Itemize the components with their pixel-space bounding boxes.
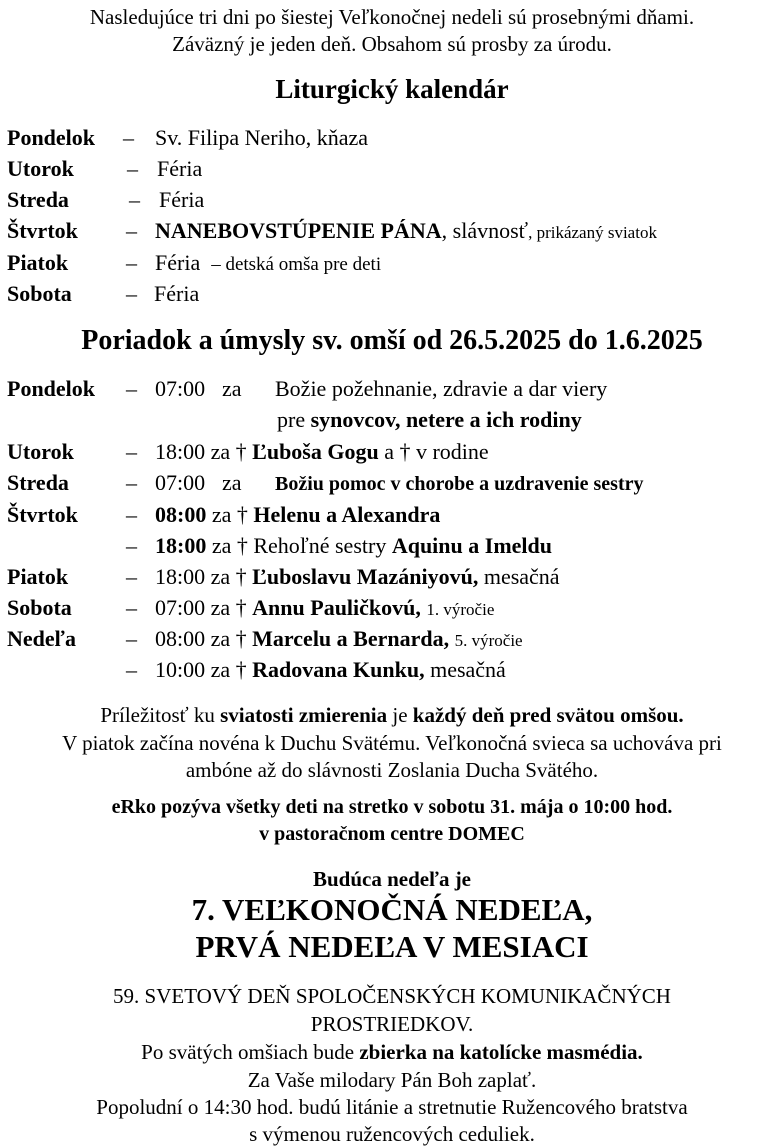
mass-za: za <box>222 470 242 495</box>
mass-intention: mesačná <box>430 657 506 682</box>
mass-dash: – <box>126 595 137 620</box>
rosary-notice: Popoludní o 14:30 hod. budú litánie a stretnutie Ružencového bratstva <box>96 1095 688 1119</box>
mass-day: Pondelok <box>7 376 96 401</box>
calendar-day: Piatok <box>7 250 69 275</box>
mass-za: za <box>211 502 232 527</box>
mass-dash: – <box>126 376 137 401</box>
mass-intention-bold: Aquinu a Imeldu <box>391 533 553 558</box>
mass-intention-bold: synovcov, netere a ich rodiny <box>310 407 582 432</box>
mass-cross: † <box>235 595 247 620</box>
mass-intention: Božie požehnanie, zdravie a dar viery <box>275 376 608 401</box>
mass-time: 08:00 <box>155 502 207 527</box>
mass-intention-bold: Ľuboslavu Mazániyovú, <box>252 564 479 589</box>
world-day-line-1: 59. SVETOVÝ DEŇ SPOLOČENSKÝCH KOMUNIKAČNÝCH <box>113 984 671 1008</box>
calendar-dash: – <box>127 156 138 181</box>
mass-day: Streda <box>7 470 69 495</box>
candle-notice: ambóne až do slávnosti Zoslania Ducha Svätého. <box>185 758 599 782</box>
mass-cross: † <box>236 502 248 527</box>
calendar-day: Utorok <box>7 156 74 181</box>
feast-name: NANEBOVSTÚPENIE PÁNA <box>155 218 442 243</box>
mass-za: za <box>222 376 242 401</box>
confession-text-2: je <box>387 703 413 727</box>
calendar-dash: – <box>126 281 137 306</box>
mass-dash: – <box>126 533 137 558</box>
intro-line-1: Nasledujúce tri dni po šiestej Veľkonočnej nedeli sú prosebnými dňami. <box>89 5 695 29</box>
mass-za: za <box>210 626 231 651</box>
mass-time-row <box>155 595 494 623</box>
mass-za: za <box>211 533 232 558</box>
mass-cross: † <box>236 533 248 558</box>
calendar-title: Liturgický kalendár <box>275 74 509 104</box>
mass-day: Štvrtok <box>7 502 78 527</box>
intro-line-2: Záväzný je jeden deň. Obsahom sú prosby za úrodu. <box>172 32 612 56</box>
mass-intention-bold: Marcelu a Bernarda, <box>252 626 450 651</box>
feast-note: , prikázaný sviatok <box>528 223 657 242</box>
next-sunday-label: Budúca nedeľa je <box>312 867 472 891</box>
mass-day: Sobota <box>7 595 72 620</box>
mass-za: za <box>210 439 231 464</box>
mass-dash: – <box>126 657 137 682</box>
mass-cross: † <box>235 626 247 651</box>
mass-cross: † <box>235 657 247 682</box>
mass-time-row <box>155 439 489 465</box>
mass-intention-bold: Annu Pauličkovú, <box>252 595 421 620</box>
feast-rank: , slávnosť <box>441 218 529 243</box>
mass-intention: Rehoľné sestry <box>253 533 387 558</box>
mass-cross: † <box>235 564 247 589</box>
calendar-entry-text: Féria <box>155 250 201 275</box>
mass-dash: – <box>126 564 137 589</box>
calendar-entry: Sv. Filipa Neriho, kňaza <box>155 125 369 150</box>
world-day-line-2: PROSTRIEDKOV. <box>310 1012 474 1036</box>
calendar-entry: Féria <box>159 187 205 212</box>
mass-time-row <box>155 533 552 559</box>
mass-dash: – <box>126 626 137 651</box>
next-sunday-subtitle: PRVÁ NEDEĽA V MESIACI <box>195 929 589 964</box>
mass-za: za <box>210 657 231 682</box>
calendar-day: Štvrtok <box>7 218 78 243</box>
collection-notice <box>0 1040 784 1064</box>
mass-cross: † <box>235 439 247 464</box>
thanks-line: Za Vaše milodary Pán Boh zaplať. <box>247 1068 537 1092</box>
mass-time-row <box>155 626 523 654</box>
mass-intention: a † v rodine <box>384 439 489 464</box>
mass-intention-bold: Radovana Kunku, <box>252 657 425 682</box>
calendar-entry: Féria <box>157 156 203 181</box>
mass-time: 07:00 <box>155 376 206 401</box>
erko-notice: eRko pozýva všetky deti na stretko v sobotu 31. mája o 10:00 hod. <box>111 796 673 818</box>
collection-text: Po svätých omšiach bude <box>141 1040 360 1064</box>
mass-time-row <box>155 657 506 683</box>
calendar-dash: – <box>126 250 137 275</box>
mass-dash: – <box>126 470 137 495</box>
mass-time-row <box>155 502 440 528</box>
calendar-dash: – <box>129 187 140 212</box>
mass-time: 08:00 <box>155 626 206 651</box>
mass-day: Nedeľa <box>7 626 76 651</box>
mass-anniversary: 5. výročie <box>454 631 523 650</box>
calendar-day: Pondelok <box>7 125 96 150</box>
mass-time: 07:00 <box>155 595 206 620</box>
mass-day: Piatok <box>7 564 69 589</box>
mass-za: za <box>210 564 231 589</box>
calendar-entry: Féria <box>154 281 200 306</box>
calendar-entry <box>155 218 657 246</box>
mass-dash: – <box>126 502 137 527</box>
novena-notice: V piatok začína novéna k Duchu Svätému. Veľkonočná svieca sa uchováva pri <box>62 731 722 755</box>
mass-time: 18:00 <box>155 533 207 558</box>
confession-text: Príležitosť ku <box>100 703 221 727</box>
confession-bold-2: každý deň pred svätou omšou. <box>412 703 684 727</box>
collection-bold: zbierka na katolícke masmédia. <box>359 1040 643 1064</box>
mass-time: 10:00 <box>155 657 206 682</box>
mass-intention-cont <box>277 407 582 433</box>
confession-bold: sviatosti zmierenia <box>220 703 388 727</box>
calendar-entry-note: – detská omša pre deti <box>211 254 382 275</box>
mass-intention: mesačná <box>483 564 560 589</box>
mass-time-row <box>155 564 560 590</box>
mass-intention-bold: Helenu a Alexandra <box>253 502 441 527</box>
mass-za: za <box>210 595 231 620</box>
confession-notice <box>0 703 784 727</box>
rosary-notice-2: s výmenou ružencových ceduliek. <box>249 1122 535 1146</box>
calendar-day: Sobota <box>7 281 72 306</box>
erko-location: v pastoračnom centre DOMEC <box>259 823 525 845</box>
mass-time: 07:00 <box>155 470 206 495</box>
mass-intention-pre: pre <box>277 407 306 432</box>
mass-time: 18:00 <box>155 439 206 464</box>
calendar-dash: – <box>123 125 134 150</box>
mass-dash: – <box>126 439 137 464</box>
calendar-day: Streda <box>7 187 69 212</box>
next-sunday-title: 7. VEĽKONOČNÁ NEDEĽA, <box>191 892 593 927</box>
mass-time: 18:00 <box>155 564 206 589</box>
mass-anniversary: 1. výročie <box>426 600 495 619</box>
calendar-entry <box>155 250 381 278</box>
mass-day: Utorok <box>7 439 74 464</box>
masses-title: Poriadok a úmysly sv. omší od 26.5.2025 do 1.6.2025 <box>81 325 703 356</box>
calendar-dash: – <box>126 218 137 243</box>
mass-intention-bold: Božiu pomoc v chorobe a uzdravenie sestry <box>275 473 644 495</box>
mass-intention-bold: Ľuboša Gogu <box>252 439 379 464</box>
